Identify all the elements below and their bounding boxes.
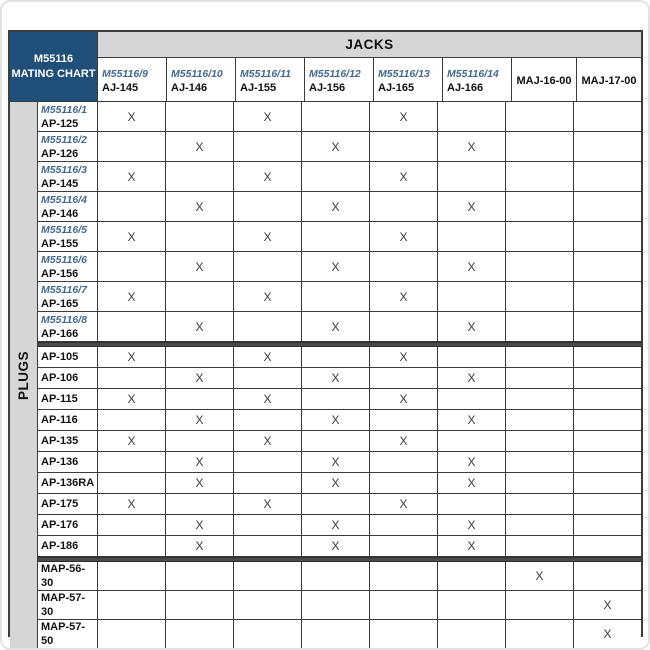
table-row [38, 620, 641, 648]
jack-code: MAJ-17-00 [581, 75, 637, 87]
mating-mark-cell: X [506, 562, 574, 590]
empty-cell [166, 222, 234, 251]
table-row [38, 102, 641, 132]
table-row [38, 132, 641, 162]
empty-cell [234, 410, 302, 430]
column-header [577, 58, 641, 101]
plugs-label: PLUGS [16, 350, 32, 400]
plug-code: MAP-57-50 [41, 621, 86, 647]
plug-code: AP-176 [41, 519, 79, 531]
table-row [38, 410, 641, 431]
plug-part-number: M55116/5 [41, 223, 87, 236]
empty-cell [370, 536, 438, 556]
empty-cell [234, 620, 302, 648]
plug-code: AP-125 [41, 117, 79, 130]
row-header [38, 494, 98, 514]
table-row [38, 494, 641, 515]
empty-cell [302, 591, 370, 619]
empty-cell [370, 192, 438, 221]
empty-cell [574, 431, 641, 451]
mating-mark-cell: X [438, 368, 506, 388]
mating-mark-cell: X [234, 282, 302, 311]
mating-mark-cell: X [234, 222, 302, 251]
mating-mark-cell: X [302, 452, 370, 472]
plug-code: AP-136RA [41, 477, 95, 489]
mating-mark-cell: X [234, 347, 302, 367]
empty-cell [98, 536, 166, 556]
empty-cell [438, 389, 506, 409]
empty-cell [98, 515, 166, 535]
empty-cell [506, 452, 574, 472]
column-header [236, 58, 305, 101]
empty-cell [166, 494, 234, 514]
empty-cell [574, 368, 641, 388]
empty-cell [234, 132, 302, 161]
empty-cell [506, 473, 574, 493]
table-row [38, 192, 641, 222]
mating-mark-cell: X [166, 132, 234, 161]
row-header [38, 562, 98, 590]
empty-cell [166, 102, 234, 131]
plug-part-number: M55116/3 [41, 163, 87, 176]
mating-mark-cell: X [166, 410, 234, 430]
empty-cell [234, 312, 302, 341]
jacks-group-header: JACKS [98, 32, 641, 58]
empty-cell [98, 192, 166, 221]
empty-cell [302, 562, 370, 590]
mating-mark-cell: X [98, 162, 166, 191]
mating-mark-cell: X [438, 192, 506, 221]
empty-cell [574, 132, 641, 161]
mating-mark-cell: X [438, 473, 506, 493]
plug-code: AP-146 [41, 207, 79, 220]
column-header [512, 58, 577, 101]
jack-code: AJ-165 [378, 82, 415, 94]
table-row [38, 252, 641, 282]
empty-cell [506, 431, 574, 451]
empty-cell [234, 452, 302, 472]
jack-code: MAJ-16-00 [516, 75, 572, 87]
empty-cell [370, 452, 438, 472]
empty-cell [506, 252, 574, 281]
plug-part-number: M55116/7 [41, 283, 87, 296]
empty-cell [234, 536, 302, 556]
row-header [38, 192, 98, 221]
jack-code: AJ-166 [447, 82, 484, 94]
jack-part-number: M55116/11 [240, 68, 291, 80]
empty-cell [506, 536, 574, 556]
empty-cell [302, 222, 370, 251]
empty-cell [98, 473, 166, 493]
mating-mark-cell: X [370, 282, 438, 311]
jack-part-number: M55116/12 [309, 68, 361, 80]
mating-mark-cell: X [302, 312, 370, 341]
empty-cell [438, 494, 506, 514]
plug-code: AP-115 [41, 393, 78, 405]
plug-code: AP-126 [41, 147, 79, 160]
mating-mark-cell: X [370, 347, 438, 367]
empty-cell [166, 591, 234, 619]
row-header [38, 282, 98, 311]
empty-cell [234, 368, 302, 388]
jack-part-number: M55116/13 [378, 68, 430, 80]
jack-code: AJ-145 [102, 82, 139, 94]
empty-cell [438, 431, 506, 451]
mating-mark-cell: X [302, 515, 370, 535]
plug-code: MAP-57-30 [41, 592, 86, 618]
plugs-group-header [10, 102, 38, 648]
empty-cell [234, 473, 302, 493]
empty-cell [438, 282, 506, 311]
empty-cell [506, 282, 574, 311]
mating-mark-cell: X [438, 312, 506, 341]
empty-cell [506, 389, 574, 409]
mating-mark-cell: X [370, 102, 438, 131]
empty-cell [506, 102, 574, 131]
column-header [443, 58, 512, 101]
empty-cell [574, 389, 641, 409]
empty-cell [166, 282, 234, 311]
empty-cell [574, 536, 641, 556]
empty-cell [98, 312, 166, 341]
empty-cell [370, 410, 438, 430]
jack-part-number: M55116/14 [447, 68, 499, 80]
empty-cell [574, 452, 641, 472]
table-row [38, 473, 641, 494]
row-header [38, 222, 98, 251]
table-row [38, 389, 641, 410]
plug-code: AP-156 [41, 267, 79, 280]
mating-mark-cell: X [370, 431, 438, 451]
empty-cell [302, 620, 370, 648]
plug-part-number: M55116/1 [41, 103, 87, 116]
row-header [38, 620, 98, 648]
jacks-header-area [98, 32, 641, 101]
empty-cell [370, 562, 438, 590]
mating-mark-cell: X [438, 132, 506, 161]
plug-code: AP-106 [41, 372, 79, 384]
plug-code: AP-145 [41, 177, 79, 190]
empty-cell [302, 494, 370, 514]
mating-mark-cell: X [234, 494, 302, 514]
empty-cell [234, 252, 302, 281]
empty-cell [302, 102, 370, 131]
table-row [38, 536, 641, 557]
empty-cell [438, 620, 506, 648]
row-header [38, 162, 98, 191]
row-header [38, 410, 98, 430]
empty-cell [370, 368, 438, 388]
table-row [38, 368, 641, 389]
empty-cell [98, 591, 166, 619]
table-row [38, 431, 641, 452]
empty-cell [302, 431, 370, 451]
mating-mark-cell: X [302, 536, 370, 556]
mating-mark-cell: X [302, 473, 370, 493]
empty-cell [438, 102, 506, 131]
mating-mark-cell: X [302, 252, 370, 281]
chart-title-cell [10, 32, 98, 101]
plug-code: AP-175 [41, 498, 79, 510]
column-header [374, 58, 443, 101]
empty-cell [506, 620, 574, 648]
table-row [38, 347, 641, 368]
empty-cell [234, 515, 302, 535]
table-row [38, 591, 641, 620]
empty-cell [370, 132, 438, 161]
empty-cell [506, 222, 574, 251]
empty-cell [438, 222, 506, 251]
empty-cell [506, 347, 574, 367]
jack-code: AJ-155 [240, 82, 277, 94]
empty-cell [302, 282, 370, 311]
mating-mark-cell: X [302, 368, 370, 388]
empty-cell [574, 347, 641, 367]
empty-cell [370, 252, 438, 281]
jack-part-number: M55116/9 [102, 68, 148, 80]
empty-cell [98, 452, 166, 472]
jack-code: AJ-156 [309, 82, 346, 94]
empty-cell [234, 591, 302, 619]
empty-cell [506, 132, 574, 161]
column-header-row [98, 58, 641, 101]
mating-mark-cell: X [603, 598, 612, 612]
mating-chart-table [8, 30, 643, 647]
row-header [38, 452, 98, 472]
mating-mark-cell: X [370, 389, 438, 409]
empty-cell [574, 252, 641, 281]
empty-cell [574, 162, 641, 191]
mating-mark-cell: X [438, 536, 506, 556]
jack-part-number: M55116/10 [171, 68, 223, 80]
empty-cell [574, 562, 641, 590]
plug-code: AP-135 [41, 435, 79, 447]
plug-code: AP-136 [41, 456, 79, 468]
plug-part-number: M55116/4 [41, 193, 87, 206]
mating-mark-cell: X [302, 192, 370, 221]
empty-cell [574, 192, 641, 221]
empty-cell [574, 102, 641, 131]
mating-mark-cell: X [302, 410, 370, 430]
plug-code: AP-165 [41, 297, 79, 310]
mating-mark-cell: X [166, 312, 234, 341]
mating-mark-cell: X [98, 102, 166, 131]
row-header [38, 536, 98, 556]
mating-mark-cell: X [98, 222, 166, 251]
mating-mark-cell: X [234, 102, 302, 131]
mating-mark-cell: X [234, 431, 302, 451]
chart-title-line1: M55116 [33, 52, 74, 65]
column-header [167, 58, 236, 101]
table-row [38, 282, 641, 312]
mating-mark-cell: X [438, 515, 506, 535]
empty-cell [234, 562, 302, 590]
empty-cell [98, 562, 166, 590]
row-header [38, 102, 98, 131]
mating-mark-cell: X [166, 536, 234, 556]
mating-mark-cell: X [98, 494, 166, 514]
mating-mark-cell: X [98, 347, 166, 367]
empty-cell [574, 494, 641, 514]
empty-cell [166, 162, 234, 191]
mating-mark-cell: X [98, 431, 166, 451]
mating-mark-cell: X [166, 473, 234, 493]
chart-title-line2: MATING CHART [11, 67, 96, 80]
table-row [38, 162, 641, 192]
plug-code: AP-155 [41, 237, 79, 250]
mating-mark-cell: X [302, 132, 370, 161]
empty-cell [438, 347, 506, 367]
empty-cell [574, 282, 641, 311]
empty-cell [506, 494, 574, 514]
empty-cell [438, 162, 506, 191]
mating-mark-cell: X [166, 515, 234, 535]
empty-cell [370, 620, 438, 648]
empty-cell [506, 515, 574, 535]
empty-cell [506, 162, 574, 191]
empty-cell [166, 562, 234, 590]
empty-cell [506, 368, 574, 388]
mating-mark-cell: X [438, 252, 506, 281]
mating-mark-cell: X [370, 494, 438, 514]
row-header [38, 515, 98, 535]
mating-mark-cell: X [166, 452, 234, 472]
mating-mark-cell: X [438, 452, 506, 472]
empty-cell [574, 515, 641, 535]
empty-cell [98, 368, 166, 388]
empty-cell [98, 252, 166, 281]
plug-part-number: M55116/6 [41, 253, 87, 266]
plug-code: AP-116 [41, 414, 78, 426]
plug-code: AP-105 [41, 351, 79, 363]
row-header [38, 347, 98, 367]
row-header [38, 312, 98, 341]
column-header [305, 58, 374, 101]
mating-mark-cell: X [98, 389, 166, 409]
table-header-band [10, 32, 641, 102]
plug-part-number: M55116/8 [41, 313, 87, 326]
mating-mark-cell: X [603, 627, 612, 641]
empty-cell [166, 347, 234, 367]
jack-code: AJ-146 [171, 82, 208, 94]
plug-code: AP-186 [41, 540, 79, 552]
mating-mark-cell: X [234, 162, 302, 191]
plug-rows [38, 102, 641, 648]
mating-mark-cell: X [370, 222, 438, 251]
empty-cell [302, 162, 370, 191]
row-header [38, 132, 98, 161]
empty-cell [166, 389, 234, 409]
empty-cell [98, 620, 166, 648]
table-row [38, 452, 641, 473]
empty-cell [506, 410, 574, 430]
row-header [38, 591, 98, 619]
mating-mark-cell: X [438, 410, 506, 430]
column-header [98, 58, 167, 101]
empty-cell [370, 591, 438, 619]
table-row [38, 312, 641, 342]
empty-cell [574, 222, 641, 251]
table-body [10, 102, 641, 648]
empty-cell [574, 473, 641, 493]
empty-cell [370, 515, 438, 535]
empty-cell [438, 591, 506, 619]
empty-cell [574, 312, 641, 341]
empty-cell [370, 312, 438, 341]
row-header [38, 431, 98, 451]
empty-cell [234, 192, 302, 221]
table-row [38, 515, 641, 536]
row-header [38, 368, 98, 388]
empty-cell [302, 389, 370, 409]
row-header [38, 473, 98, 493]
empty-cell [506, 192, 574, 221]
mating-mark-cell: X [98, 282, 166, 311]
empty-cell [98, 410, 166, 430]
plug-code: MAP-56-30 [41, 563, 86, 589]
mating-mark-cell: X [370, 162, 438, 191]
mating-mark-cell: X [166, 252, 234, 281]
empty-cell [166, 620, 234, 648]
row-header [38, 252, 98, 281]
empty-cell [506, 591, 574, 619]
row-header [38, 389, 98, 409]
mating-mark-cell: X [234, 389, 302, 409]
empty-cell [506, 312, 574, 341]
mating-mark-cell: X [166, 192, 234, 221]
plug-code: AP-166 [41, 327, 79, 340]
table-row [38, 562, 641, 591]
empty-cell [370, 473, 438, 493]
empty-cell [574, 410, 641, 430]
mating-mark-cell: X [166, 368, 234, 388]
empty-cell [98, 132, 166, 161]
empty-cell [166, 431, 234, 451]
table-row [38, 222, 641, 252]
plug-part-number: M55116/2 [41, 133, 87, 146]
empty-cell [438, 562, 506, 590]
empty-cell [302, 347, 370, 367]
